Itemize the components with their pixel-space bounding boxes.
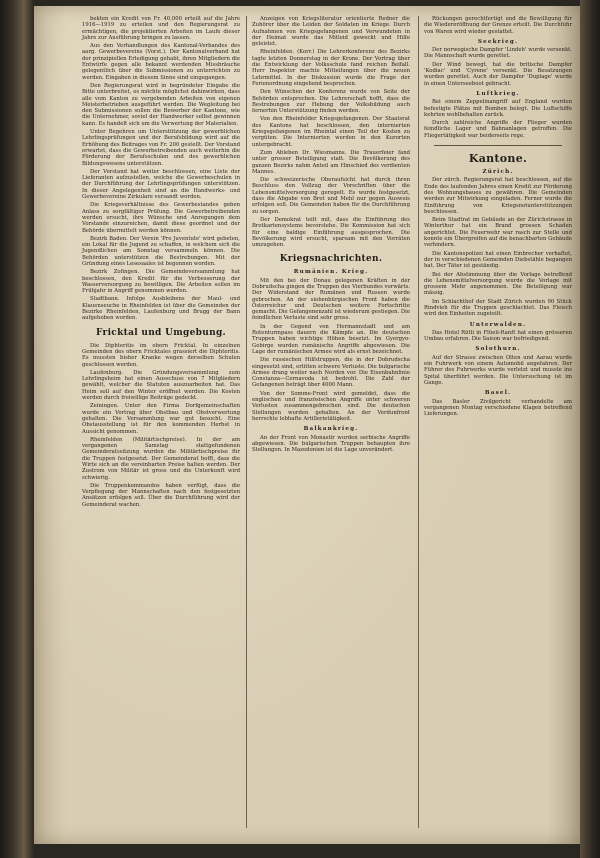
article-paragraph: Die Truppenkommandos haben verfügt, dass die Verpflegung der Mannschaften nach den festgesetzten Ansätzen erfolgen soll. Über die Durchführung wird der Gemeinderat wachen. bbox=[82, 482, 240, 508]
section-divider bbox=[434, 145, 562, 146]
article-paragraph: Das Hotel Rütli in Flüeli-Ranft hat einen grösseren Umbau erfahren. Die Saison war befriedigend. bbox=[424, 329, 572, 343]
article-paragraph: Der zürch. Regierungsrat hat beschlossen, auf die Ende des laufenden Jahres einen Kredit zur Förderung des Wohnungsbaues zu gewähren. Die Gemeinden werden zur Mitwirkung eingeladen. Ferner wurde die Einführung von Kriegsnotunterstützungen beschlossen. bbox=[424, 177, 572, 215]
column-1 bbox=[82, 16, 240, 510]
article-paragraph: In der Gegend von Hermannstadt und am Rotenturmpass dauern die Kämpfe an. Die deutschen Truppen haben wichtige Höhen besetzt. Im Gyergyo-Gebirge wurden rumänische Angriffe abgewiesen. Die Lage der rumänischen Armee wird als ernst bezeichnet. bbox=[252, 323, 410, 355]
column-2 bbox=[252, 16, 410, 455]
subsection-heading: Zürich. bbox=[482, 169, 514, 176]
article-paragraph: Die Kantonspolizei hat einen Einbrecher verhaftet, der in verschiedenen Gemeinden Diebstähle begangen hat. Der Täter ist geständig. bbox=[424, 250, 572, 270]
article-paragraph: Den Regierungsrat wird in begründeter Eingabe die Bitte unterbreitet, es möchte möglichst dahinwirken, dass alle vom Kanton zu vergebenden Arbeiten von eigenen Meisterbetrieben ausgeführt werden. Die Wegleitung bei den Submissionen sollen die Bewerber der Kantone, wie die Unternehmer, soviel der Handwerker selbst gewinnen kann. Es handelt sich um die Verwertung der Materialien. bbox=[82, 82, 240, 127]
article-paragraph: Den Wünschen der Konferenz wurde von Seite der Behörden entsprochen. Die Lehrerschaft hofft, dass die Bestrebungen zur Hebung der Volksbildung auch fernerhin Unterstützung finden werden. bbox=[252, 89, 410, 115]
subsection-heading: Solothurn. bbox=[475, 346, 521, 353]
article-paragraph: Zeiningen. Unter den Firma Dorfgemeinschaften wurde ein Vortrag über Obstbau und Obstverwertung gehalten. Die Versammlung war gut besucht. Eine Obstausstellung ist für den kommenden Herbst in Aussicht genommen. bbox=[82, 403, 240, 435]
article-paragraph: Bei der Abstimmung über die Vorlage betreffend die Lebensmittelversorgung wurde die Vorlage mit grossem Mehr angenommen. Die Beteiligung war mässig. bbox=[424, 271, 572, 297]
article-paragraph: Der norwegische Dampfer 'Lindeh' wurde versenkt. Die Mannschaft wurde gerettet. bbox=[424, 47, 572, 60]
article-paragraph: Stadtbann. Infolge Ausbleibens der Maul- und Klauenseuche in Rheinfelden ist über die Gemeinden der Bezirke Rheinfelden, Laufenburg und Brugg der Bann aufgehoben worden. bbox=[82, 296, 240, 322]
subsection-heading: Rumänien. Krieg. bbox=[293, 269, 369, 276]
article-paragraph: Die russischen Hilfstruppen, die in der Dobrudscha eingesetzt sind, erlitten schwere Verluste. Die bulgarische Armee drang weiter nach Norden vor. Die Eisenbahnlinie Constanza—Cernavoda ist bedroht. Die Zahl der Gefangenen beträgt über 4000 Mann. bbox=[252, 357, 410, 389]
article-paragraph: Bei einem Zeppelinangriff auf England wurden befestigte Plätze mit Bomben belegt. Die Luftschiffe kehrten wohlbehalten zurück. bbox=[424, 99, 572, 118]
column-rule-2 bbox=[418, 16, 419, 828]
article-paragraph: Die Diphteritis im obern Fricktal. In einzelnen Gemeinden des obern Fricktales grassiert die Diphteritis. Es mussten bisher Kranke wegen derselben Schulen geschlossen werden. bbox=[82, 342, 240, 368]
article-paragraph: Anzeigen von Kriegsliteratur orientierte Redner die Zuhörer über die Leiden der Soldaten im Kriege. Durch Aufnahmen von Kriegsgefangenen und Verwundeten in der Heimat wurde das Mitleid geweckt und Hilfe geleistet. bbox=[252, 16, 410, 48]
article-paragraph: Rückungen gerechtfertigt und die Bewilligung für die Wiedereröffnung der Grenze erteilt. Die Durchfuhr von Waren wird wieder gestattet. bbox=[424, 16, 572, 35]
section-heading: Kantone. bbox=[468, 152, 528, 166]
article-paragraph: Zum Ableben Dr. Wiesmanns. Die Trauerfeier fand unter grosser Beteiligung statt. Die Bevölkerung des ganzen Bezirks nahm Anteil am Hinschied des verdienten Mannes. bbox=[252, 149, 410, 175]
article-paragraph: Rheinfelden (Militärtischpreise). In der am vergangenen Samstag stattgefundenen Gemeinderatssitzung wurden die Militärtischpreise für die Truppen festgesetzt. Der Gemeinderat hofft, dass die Wirte sich an die vereinbarten Preise halten werden. Der Zustrom von Militär ist gross und die Unterkunft wird schwierig. bbox=[82, 436, 240, 481]
article-paragraph: Das Basler Zivilgericht verhandelte am vergangenen Montag verschiedene Klagen betreffend Lieferungen. bbox=[424, 398, 572, 418]
article-paragraph: Unter Begehren um Unterstützung der gewerblichen Lehrlingsprüfungen und der Berufsbildung wird auf die Erhöhung des Beitrages von Fr. 200 gestellt. Der Vorstand erwartet, dass die Gewerbetreibenden auch weiterhin die Förderung der Berufsschulen und des gewerblichen Bildungswesens unterstützen. bbox=[82, 129, 240, 167]
article-paragraph: An der Front von Monastir wurden serbische Angriffe abgewiesen. Die bulgarischen Truppen behaupten ihre Stellungen. In Mazedonien ist die Lage unverändert. bbox=[252, 434, 410, 454]
subsection-heading: Balkankrieg. bbox=[303, 426, 359, 433]
section-heading: Fricktal und Umgebung. bbox=[96, 327, 226, 338]
article-paragraph: Die schweizerische Oberaufsicht hat durch ihren Beschluss den Vollzug der Vorschriften über die Lebensmittelversorgung geregelt. Es wurde festgesetzt, dass die Abgabe von Brot und Mehl nur gegen Ausweis erfolgen soll. Die Gemeinden haben für die Durchführung zu sorgen. bbox=[252, 177, 410, 215]
article-paragraph: Aus den Verhandlungen des Kantonal-Verbandes des aarg. Gewerbevereins (Vorst.). Der Kantonalverband hat der prinzipiellen Erledigung gehabt, ihren Mitgliedern die Entwürfe gegen alle bekannt werdenden Missbräuche gelegentlich über die Submissionen zu unterrichten zu werden. Eingaben in diesem Sinne sind eingegangen. bbox=[82, 43, 240, 81]
article-paragraph: Durch zahlreiche Angriffe der Flieger wurden feindliche Lager und Bahnanlagen getroffen. Die Fliegertätigkeit war beiderseits rege. bbox=[424, 120, 572, 139]
book-binding-left bbox=[0, 0, 34, 858]
subsection-heading: Luftkrieg. bbox=[476, 90, 520, 97]
subsection-heading: Unterwalden. bbox=[469, 321, 527, 328]
article-paragraph: Die Kriegsverhältnisse des Gewerbestandes geben Anlass zu sorgfältiger Prüfung. Die Gewerbetreibenden werden ersucht, ihre Wünsche und Anregungen dem Vorstande einzureichen, damit diese geordnet und der Behörde übermittelt werden können. bbox=[82, 202, 240, 234]
article-paragraph: Im Schlachthof der Stadt Zürich wurden 90 Stück Rindvieh für die Truppen geschlachtet. Das Fleisch wird den Einheiten zugeteilt. bbox=[424, 298, 572, 318]
subsection-heading: Seekrieg. bbox=[477, 38, 519, 45]
article-paragraph: Der Vorstand hat weiter beschlossen, eine Liste der Lieferanten aufzustellen, welche die Gewerbeschulen in der Durchführung der Lehrlingsprüfungen unterstützen. In dieser Angelegenheit sind an die Handwerks- und Gewerbevereine Zirkulare versandt worden. bbox=[82, 168, 240, 201]
article-paragraph: Bezirk Baden. Der Verein 'Pro Juventute' wird gebeten, ein Lokal für die Jugend zu schaffen, in welchem sich die Jugendlichen am Sonntag versammeln können. Die Behörden unterstützen die Bestrebungen. Mit der Gründung eines Lesesaales ist begonnen worden. bbox=[82, 235, 240, 267]
subsection-heading: Basel. bbox=[484, 390, 512, 397]
article-paragraph: Mit den bei der Donau gelegenen Kräften in der Dobrudscha gingen die Truppen des Vierbundes vorwärts. Der Widerstand der Rumänen und Russen wurde gebrochen. An der siebenbürgischen Front haben die Österreicher und Deutschen weitere Fortschritte gemacht. Die Gefangenenzahl ist wiederum gestiegen. Die feindlichen Verluste sind sehr gross. bbox=[252, 277, 410, 322]
article-paragraph: Rheinfelden. (Korr.) Die Lehrerkonferenz des Bezirks tagte letzten Donnerstag in der Krone. Der Vortrag über die Entwicklung der Volksschule fand reichen Beifall. Herr Inspektor machte Mitteilungen über die neuen Lehrmittel. In der Diskussion wurde die Frage der Ferienordnung eingehend besprochen. bbox=[252, 49, 410, 87]
article-paragraph: Bezirk Zofingen. Die Gemeindeversammlung hat beschlossen, den Kredit für die Verbesserung der Wasserversorgung zu bewilligen. Die Arbeiten sollen im Frühjahr in Angriff genommen werden. bbox=[82, 269, 240, 295]
article-paragraph: Beim Stadtrat im Gebäude an der Zürichstrasse in Winterthur hat ein Brand grossen Schaden angerichtet. Die Feuerwehr war rasch zur Stelle und konnte ein Übergreifen auf die benachbarten Gebäude verhindern. bbox=[424, 217, 572, 249]
column-3 bbox=[424, 16, 572, 419]
article-paragraph: Laufenburg. Die Gründungsversammlung zum Lehrlingsheim hat einen Ausschuss von 7 Mitgliedern gewählt, welcher die Statuten auszuarbeiten hat. Das Heim soll auf den Winter eröffnet werden. Die Kosten werden durch freiwillige Beiträge gedeckt. bbox=[82, 369, 240, 402]
column-rule-1 bbox=[246, 16, 247, 828]
section-heading: Kriegsnachrichten. bbox=[279, 254, 383, 265]
article-paragraph: Auf der Strasse zwischen Olten und Aarau wurde ein Fuhrwerk von einem Automobil angefahren. Der Führer des Fuhrwerks wurde verletzt und musste ins Spital überführt werden. Die Untersuchung ist im Gange. bbox=[424, 354, 572, 386]
article-paragraph: Von der Somme-Front wird gemeldet, dass die englischen und französischen Angriffe unter schweren Verlusten zusammengebrochen sind. Die deutschen Stellungen wurden gehalten. An der Verdunfront herrschte lebhafte Artillerietätigkeit. bbox=[252, 390, 410, 422]
article-paragraph: Der Demokrat teilt mit, dass die Einführung des Brotkartensystems bevorstehe. Die Kommission hat sich für eine baldige Einführung ausgesprochen. Die Bevölkerung wird ersucht, sparsam mit den Vorräten umzugehen. bbox=[252, 216, 410, 249]
book-gutter-right bbox=[580, 0, 600, 858]
newspaper-page bbox=[34, 6, 580, 844]
article-paragraph: Von den Rheinfelder Kriegsgefangenen. Der Staatsrat des Kantons hat beschlossen, den internierten Kriegsgefangenen im Rheintal einen Teil der Kosten zu vergüten. Die Internierten werden in den Kurorten untergebracht. bbox=[252, 116, 410, 148]
article-paragraph: bekten ein Kredit von Fr. 40,000 erteilt auf die Jahre 1916—1919 zu erteilen und den Regierungsrat zu ermächtigen, die projektierten Arbeiten im Laufe dieser Jahre zur Ausführung bringen zu lassen. bbox=[82, 16, 240, 41]
article-paragraph: Der Wind bewegt, hat die britische Dampfer 'Kodiac' und 'Cyrene' versenkt. Die Besatzungen wurden gerettet. Auch der Dampfer 'Duplage' wurde in einen Unterseeboot gebracht. bbox=[424, 61, 572, 87]
